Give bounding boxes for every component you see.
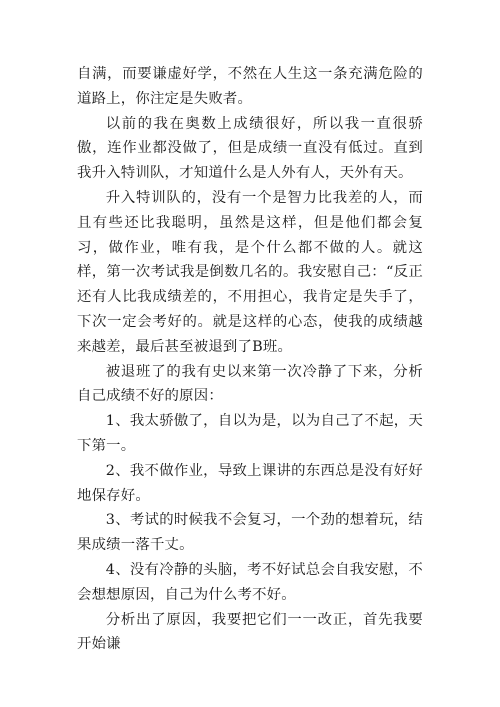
paragraph-2: 以前的我在奥数上成绩很好，所以我一直很骄傲，连作业都没做了，但是成绩一直没有低过。直到我升入特训队，才知道什么是人外有人，天外有天。 (77, 115, 423, 182)
list-item-1: 1、我太骄傲了，自以为是，以为自己了不起，天下第一。 (77, 413, 423, 454)
list-item-4: 4、没有冷静的头脑，考不好试总会自我安慰，不会想想原因，自己为什么考不好。 (77, 561, 423, 603)
paragraph-3: 升入特训队的，没有一个是智力比我差的人，而且有些还比我聪明，虽然是这样，但是他们都会复习，做作业，唯有我，是个什么都不做的人。就这样，第一次考试我是倒数几名的。我安慰自己：“反正还有人比我成绩差的，不用担心，我肯定是失手了，下次一定会考好的。就是这样的心态，使我的成绩越来越差，最后甚至被退到了B班。 (77, 189, 423, 355)
list-item-3: 3、考试的时候我不会复习，一个劲的想着玩，结果成绩一落千丈。 (77, 512, 423, 554)
paragraph-4: 被退班了的我有史以来第一次冷静了下来，分析自己成绩不好的原因： (77, 363, 423, 405)
document-body (77, 62, 423, 657)
paragraph-1: 自满，而要谦虚好学，不然在人生这一条充满危险的道路上，你注定是失败者。 (77, 66, 423, 107)
list-item-2: 2、我不做作业，导致上课讲的东西总是没有好好地保存好。 (77, 462, 423, 504)
paragraph-last: 分析出了原因，我要把它们一一改正，首先我要开始谦 (77, 611, 423, 653)
